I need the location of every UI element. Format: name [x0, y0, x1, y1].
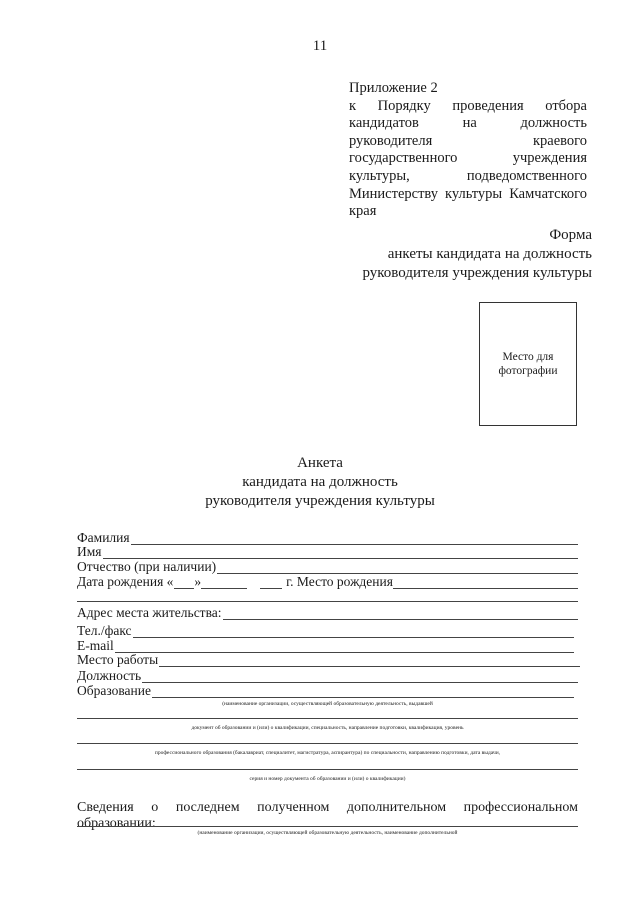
questionnaire-heading: Анкета — [297, 455, 343, 471]
workplace-line[interactable] — [159, 655, 580, 667]
email-label: E-mail — [77, 638, 114, 653]
patronymic-line[interactable] — [217, 562, 578, 574]
patronymic-field[interactable] — [77, 560, 578, 574]
questionnaire-subtitle2: руководителя учреждения культуры — [205, 493, 435, 509]
additional-education-heading: Сведения о последнем полученном дополнительном профессиональном образовании: — [77, 800, 578, 831]
education-note-2: документ об образовании и (или) о квалификации, специальность, направление подготовки, квалификация, уровень — [191, 725, 464, 731]
birth-place-label: г. Место рождения — [286, 574, 393, 589]
birth-day-line[interactable] — [174, 577, 194, 589]
workplace-field[interactable] — [77, 653, 580, 667]
workplace-label: Место работы — [77, 652, 159, 667]
additional-education-note: (наименование организации, осуществляющей образовательную деятельность, наименование дополнительной — [197, 830, 458, 836]
education-field[interactable] — [77, 684, 574, 698]
name-field[interactable] — [77, 545, 578, 559]
email-field[interactable] — [77, 639, 574, 653]
phone-line[interactable] — [133, 626, 574, 638]
extra-line[interactable] — [77, 601, 578, 602]
birth-place-line[interactable] — [393, 577, 578, 589]
additional-education-line[interactable] — [77, 826, 578, 827]
position-line[interactable] — [142, 671, 578, 683]
birth-month-line[interactable] — [201, 577, 247, 589]
form-note-line2: анкеты кандидата на должность — [387, 246, 592, 262]
education-line-3[interactable] — [77, 743, 578, 744]
appendix-body: к Порядку проведения отбора кандидатов на должность руководителя краевого государственного учреждения культуры, подведомственного Министерству культуры Камчатского края — [349, 97, 587, 220]
education-label: Образование — [77, 683, 151, 698]
education-note-3: профессионального образования (бакалавриат, специалитет, магистратура, аспирантура) по специальности, направлению подготовки, дата выдачи, — [154, 750, 501, 756]
education-line-4[interactable] — [77, 769, 578, 770]
surname-field[interactable] — [77, 531, 578, 545]
education-note-4: серия и номер документа об образовании и (или) о квалификации) — [249, 776, 406, 782]
email-line[interactable] — [115, 641, 574, 653]
surname-line[interactable] — [131, 533, 578, 545]
form-note — [362, 226, 592, 283]
surname-label: Фамилия — [77, 530, 130, 545]
address-line[interactable] — [223, 608, 578, 620]
phone-label: Тел./факс — [77, 623, 132, 638]
photo-label-line2: фотографии — [498, 365, 558, 377]
questionnaire-subtitle1: кандидата на должность — [242, 474, 398, 490]
position-field[interactable] — [77, 669, 578, 683]
name-line[interactable] — [103, 547, 578, 559]
form-note-line3: руководителя учреждения культуры — [362, 265, 592, 281]
appendix-header — [349, 80, 587, 221]
appendix-title: Приложение 2 — [349, 80, 438, 96]
name-label: Имя — [77, 544, 102, 559]
patronymic-label: Отчество (при наличии) — [77, 559, 217, 574]
education-line[interactable] — [152, 686, 574, 698]
questionnaire-title — [0, 454, 640, 511]
education-line-2[interactable] — [77, 718, 578, 719]
birth-quote-close: » — [194, 574, 202, 589]
address-field[interactable] — [77, 606, 578, 620]
form-note-line1: Форма — [549, 227, 592, 243]
photo-label-line1: Место для — [502, 351, 554, 363]
photo-placeholder — [479, 302, 577, 426]
birth-field[interactable] — [77, 575, 578, 589]
birth-date-label: Дата рождения « — [77, 574, 174, 589]
phone-field[interactable] — [77, 624, 574, 638]
education-note-1: (наименование организации, осуществляющей образовательную деятельность, выдавшей — [222, 701, 433, 707]
page-number: 11 — [312, 38, 328, 54]
address-label: Адрес места жительства: — [77, 605, 222, 620]
position-label: Должность — [77, 668, 142, 683]
birth-year-line[interactable] — [260, 577, 282, 589]
